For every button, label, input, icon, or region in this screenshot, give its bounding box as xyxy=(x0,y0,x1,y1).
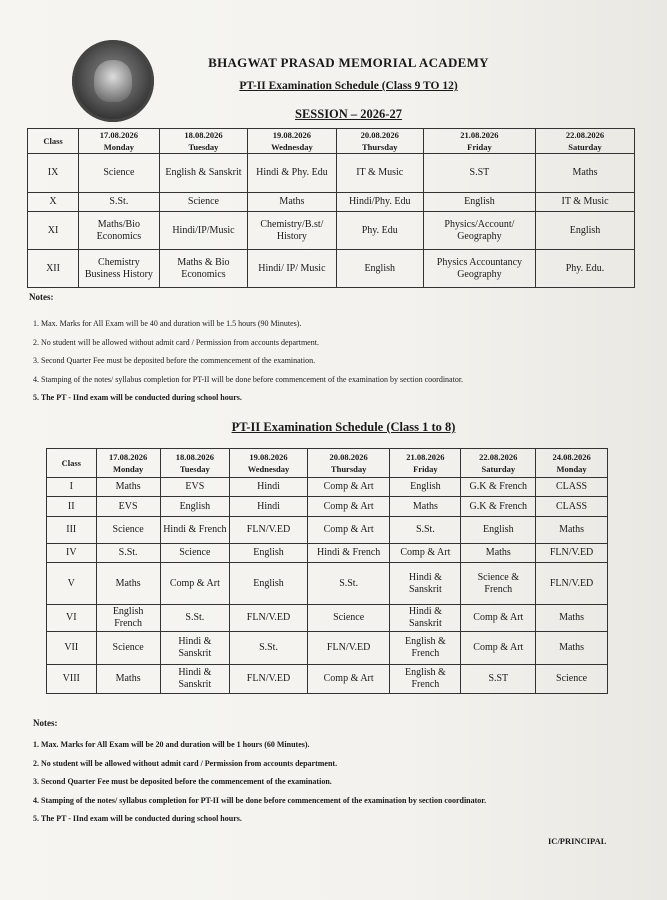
note-item: 5. The PT - IInd exam will be conducted during school hours. xyxy=(33,393,242,402)
junior-notes xyxy=(33,736,486,829)
class-cell: IV xyxy=(47,544,97,563)
exam-day: Wednesday xyxy=(271,142,313,152)
subject-cell: Maths xyxy=(536,605,608,632)
table-row xyxy=(28,250,635,288)
subject-cell: Comp & Art xyxy=(160,563,229,605)
subject-cell: S.St. xyxy=(79,193,160,212)
subject-cell: S.St. xyxy=(96,544,160,563)
class-cell: II xyxy=(47,497,97,517)
subject-cell: IT & Music xyxy=(336,154,423,193)
subject-cell: Hindi/Phy. Edu xyxy=(336,193,423,212)
subject-cell: English & French xyxy=(390,665,461,694)
subject-cell: English French xyxy=(96,605,160,632)
exam-date: 20.08.2026 xyxy=(329,452,368,462)
table-row xyxy=(28,193,635,212)
junior-schedule-table xyxy=(46,448,608,694)
subject-cell: S.St. xyxy=(307,563,389,605)
subject-cell: EVS xyxy=(160,478,229,497)
exam-date: 21.08.2026 xyxy=(460,130,499,140)
exam-day: Tuesday xyxy=(188,142,219,152)
day-column-header xyxy=(536,449,608,478)
exam-day: Friday xyxy=(413,464,438,474)
school-name: BHAGWAT PRASAD MEMORIAL ACADEMY xyxy=(208,55,489,70)
day-column-header xyxy=(248,129,337,154)
subject-cell: S.ST xyxy=(423,154,535,193)
day-column-header xyxy=(390,449,461,478)
exam-day: Wednesday xyxy=(247,464,290,474)
subject-cell: S.St. xyxy=(160,605,229,632)
subject-cell: Comp & Art xyxy=(307,497,389,517)
class-cell: VI xyxy=(47,605,97,632)
table-row xyxy=(47,517,608,544)
note-item: 2. No student will be allowed without admit card / Permission from accounts department. xyxy=(33,337,319,347)
exam-date: 20.08.2026 xyxy=(360,130,399,140)
subject-cell: Maths xyxy=(96,563,160,605)
subject-cell: Comp & Art xyxy=(307,478,389,497)
subject-cell: S.ST xyxy=(461,665,536,694)
subject-cell: Science xyxy=(307,605,389,632)
subject-cell: Science xyxy=(536,665,608,694)
note-item: 4. Stamping of the notes/ syllabus completion for PT-II will be done before commencement of the examination by section coordinator. xyxy=(33,374,464,384)
subject-cell: Phy. Edu. xyxy=(536,250,635,288)
subject-cell: Physics/Account/ Geography xyxy=(423,212,535,250)
class-cell: III xyxy=(47,517,97,544)
table-row xyxy=(47,563,608,605)
exam-date: 17.08.2026 xyxy=(99,130,138,140)
day-column-header xyxy=(160,449,229,478)
subject-cell: G.K & French xyxy=(461,497,536,517)
exam-date: 19.08.2026 xyxy=(272,130,312,140)
day-column-header xyxy=(336,129,423,154)
day-column-header xyxy=(536,129,635,154)
subject-cell: English xyxy=(336,250,423,288)
table-row xyxy=(47,544,608,563)
session-title: SESSION – 2026-27 xyxy=(295,107,402,121)
class-column-header: Class xyxy=(47,449,97,478)
table-row xyxy=(47,665,608,694)
subject-cell: Maths xyxy=(96,478,160,497)
exam-date: 21.08.2026 xyxy=(406,452,445,462)
subject-cell: S.St. xyxy=(390,517,461,544)
day-column-header xyxy=(307,449,389,478)
note-item: 1. Max. Marks for All Exam will be 40 and duration will be 1.5 hours (90 Minutes). xyxy=(33,319,302,328)
subject-cell: Maths xyxy=(536,154,635,193)
exam-day: Friday xyxy=(467,142,492,152)
class-cell: IX xyxy=(28,154,79,193)
day-column-header xyxy=(423,129,535,154)
junior-notes-label: Notes: xyxy=(33,718,58,728)
table-row xyxy=(47,497,608,517)
subject-cell: CLASS xyxy=(536,478,608,497)
subject-cell: Hindi & Sanskrit xyxy=(390,605,461,632)
exam-date: 22.08.2026 xyxy=(479,452,518,462)
day-column-header xyxy=(461,449,536,478)
subject-cell: Comp & Art xyxy=(390,544,461,563)
subject-cell: Comp & Art xyxy=(461,605,536,632)
subject-cell: FLN/V.ED xyxy=(230,665,308,694)
subject-cell: English xyxy=(423,193,535,212)
subject-cell: Science & French xyxy=(461,563,536,605)
subject-cell: EVS xyxy=(96,497,160,517)
principal-signature: IC/PRINCIPAL xyxy=(548,836,607,846)
subject-cell: Comp & Art xyxy=(307,665,389,694)
subject-cell: Hindi & Sanskrit xyxy=(390,563,461,605)
exam-date: 19.08.2026 xyxy=(249,452,288,462)
subject-cell: Maths xyxy=(390,497,461,517)
note-item: 3. Second Quarter Fee must be deposited before the commencement of the examination. xyxy=(33,777,332,786)
exam-date: 18.08.2026 xyxy=(184,130,223,140)
subject-cell: Chemistry Business History xyxy=(79,250,160,288)
subject-cell: English & Sanskrit xyxy=(159,154,247,193)
junior-schedule-title: PT-II Examination Schedule (Class 1 to 8) xyxy=(231,420,456,434)
subject-cell: Phy. Edu xyxy=(336,212,423,250)
exam-date: 17.08.2026 xyxy=(108,452,148,462)
subject-cell: Science xyxy=(160,544,229,563)
class-cell: VII xyxy=(47,632,97,665)
subject-cell: Physics Accountancy Geography xyxy=(423,250,535,288)
note-item: 1. Max. Marks for All Exam will be 20 and duration will be 1 hours (60 Minutes). xyxy=(33,740,310,749)
table-row xyxy=(47,478,608,497)
senior-notes-label: Notes: xyxy=(29,292,54,302)
subject-cell: English xyxy=(160,497,229,517)
class-cell: X xyxy=(28,193,79,212)
note-item: 5. The PT - IInd exam will be conducted during school hours. xyxy=(33,814,242,823)
subject-cell: English xyxy=(230,544,308,563)
exam-day: Monday xyxy=(556,464,587,474)
note-item: 3. Second Quarter Fee must be deposited before the commencement of the examination. xyxy=(33,356,316,365)
table-row xyxy=(28,212,635,250)
subject-cell: Hindi & French xyxy=(307,544,389,563)
subject-cell: Hindi/ IP/ Music xyxy=(248,250,337,288)
day-column-header xyxy=(159,129,247,154)
subject-cell: Maths/Bio Economics xyxy=(79,212,160,250)
subject-cell: IT & Music xyxy=(536,193,635,212)
subject-cell: English xyxy=(390,478,461,497)
exam-day: Monday xyxy=(112,464,144,474)
exam-date: 22.08.2026 xyxy=(565,130,605,140)
subject-cell: FLN/V.ED xyxy=(230,605,308,632)
subject-cell: Science xyxy=(79,154,160,193)
senior-schedule-title: PT-II Examination Schedule (Class 9 TO 12) xyxy=(239,80,458,92)
subject-cell: G.K & French xyxy=(461,478,536,497)
exam-day: Thursday xyxy=(330,464,367,474)
subject-cell: Hindi & Sanskrit xyxy=(160,632,229,665)
exam-day: Tuesday xyxy=(179,464,210,474)
exam-date: 24.08.2026 xyxy=(552,452,591,462)
subject-cell: Maths xyxy=(248,193,337,212)
subject-cell: English xyxy=(536,212,635,250)
class-cell: VIII xyxy=(47,665,97,694)
subject-cell: Hindi & French xyxy=(160,517,229,544)
subject-cell: English & French xyxy=(390,632,461,665)
table-row xyxy=(28,154,635,193)
subject-cell: Maths & Bio Economics xyxy=(159,250,247,288)
subject-cell: S.St. xyxy=(230,632,308,665)
subject-cell: Hindi/IP/Music xyxy=(159,212,247,250)
subject-cell: Maths xyxy=(96,665,160,694)
subject-cell: Science xyxy=(96,517,160,544)
day-column-header xyxy=(96,449,160,478)
subject-cell: FLN/V.ED xyxy=(230,517,308,544)
exam-date: 18.08.2026 xyxy=(175,452,214,462)
day-column-header xyxy=(79,129,160,154)
subject-cell: English xyxy=(461,517,536,544)
exam-day: Thursday xyxy=(362,142,398,152)
subject-cell: Chemistry/B.st/ History xyxy=(248,212,337,250)
senior-notes xyxy=(33,315,463,408)
subject-cell: Maths xyxy=(461,544,536,563)
subject-cell: FLN/V.ED xyxy=(307,632,389,665)
subject-cell: CLASS xyxy=(536,497,608,517)
class-cell: I xyxy=(47,478,97,497)
class-cell: XI xyxy=(28,212,79,250)
subject-cell: Hindi xyxy=(230,497,308,517)
subject-cell: Science xyxy=(159,193,247,212)
table-row xyxy=(47,605,608,632)
class-column-header: Class xyxy=(28,129,79,154)
senior-schedule-table xyxy=(27,128,635,288)
subject-cell: Comp & Art xyxy=(461,632,536,665)
exam-day: Monday xyxy=(103,142,134,152)
note-item: 2. No student will be allowed without admit card / Permission from accounts department. xyxy=(33,758,338,768)
junior-table-header-row xyxy=(47,449,608,478)
table-row xyxy=(47,632,608,665)
exam-day: Saturday xyxy=(481,464,516,474)
subject-cell: Maths xyxy=(536,517,608,544)
subject-cell: Hindi xyxy=(230,478,308,497)
subject-cell: Hindi & Sanskrit xyxy=(160,665,229,694)
subject-cell: Hindi & Phy. Edu xyxy=(248,154,337,193)
class-cell: XII xyxy=(28,250,79,288)
day-column-header xyxy=(230,449,308,478)
subject-cell: FLN/V.ED xyxy=(536,544,608,563)
class-cell: V xyxy=(47,563,97,605)
subject-cell: Maths xyxy=(536,632,608,665)
senior-table-header-row xyxy=(28,129,635,154)
subject-cell: Science xyxy=(96,632,160,665)
subject-cell: Comp & Art xyxy=(307,517,389,544)
note-item: 4. Stamping of the notes/ syllabus completion for PT-II will be done before commencement of the examination by section coordinator. xyxy=(33,795,487,805)
subject-cell: English xyxy=(230,563,308,605)
subject-cell: FLN/V.ED xyxy=(536,563,608,605)
exam-day: Saturday xyxy=(568,142,602,152)
